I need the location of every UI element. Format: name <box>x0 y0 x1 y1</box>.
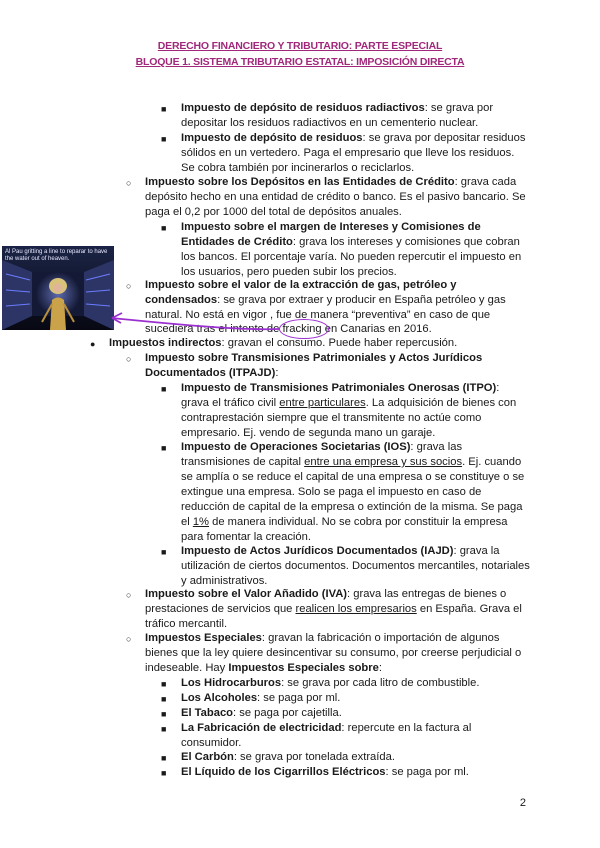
text-line: condensados: se grava por extraer y producir en España petróleo y gas <box>145 294 506 306</box>
bullet-circle: ○ <box>126 281 132 291</box>
annotation-arrow <box>100 300 300 340</box>
text-line: consumidor. <box>181 737 242 749</box>
text-line: transmisiones de capital entre una empresa y sus socios. Ej. cuando <box>181 456 522 468</box>
bullet-disc: ● <box>90 339 96 349</box>
text-line: Impuestos Especiales: gravan la fabricación o importación de algunos <box>145 632 500 644</box>
text-line: Los Alcoholes: se paga por ml. <box>181 692 341 704</box>
bullet-circle: ○ <box>126 634 132 644</box>
text-line: bienes que la ley quiere desincentivar su consumo, por creerse perjudicial o <box>145 647 522 659</box>
text-line: depósito hecho en una entidad de crédito o banco. Es el pasivo bancario. Se <box>145 191 526 203</box>
bullet-square: ■ <box>161 134 167 144</box>
bullet-square: ■ <box>161 384 167 394</box>
embedded-video-thumbnail <box>2 246 114 330</box>
text-line: El Tabaco: se paga por cajetilla. <box>181 707 342 719</box>
bullet-square: ■ <box>161 443 167 453</box>
text-line: contraprestación siempre que el transmitente no actúe como <box>181 412 482 424</box>
text-line: sucediera tras el intento de fracking en Canarias en 2016. <box>145 323 432 335</box>
bullet-square: ■ <box>161 724 167 734</box>
text-line: grava el tráfico civil entre particulares. La adquisición de bienes con <box>181 397 517 409</box>
text-line: Impuesto sobre el valor de la extracción de gas, petróleo y <box>145 279 457 291</box>
text-line: Documentados (ITPAJD): <box>145 367 279 379</box>
text-line: utilización de ciertos documentos. Documentos mercantiles, notariales <box>181 560 530 572</box>
text-line: Impuesto de Actos Jurídicos Documentados (IAJD): grava la <box>181 545 500 557</box>
bullet-square: ■ <box>161 768 167 778</box>
thumbnail-caption: Al Pau gritting a line to reparar to have the water out of heaven. <box>5 249 108 262</box>
text-line: Impuesto de depósito de residuos radiactivos: se grava por <box>181 102 494 114</box>
text-line: sólidos en un vertedero. Paga el empresario que lleve los residuos. <box>181 147 515 159</box>
text-line: y administrativos. <box>181 575 268 587</box>
bullet-square: ■ <box>161 709 167 719</box>
text-line: Impuesto de Transmisiones Patrimoniales Onerosas (ITPO): <box>181 382 500 394</box>
text-line: Se cobra también por incinerarlos o reciclarlos. <box>181 162 415 174</box>
text-line: El Líquido de los Cigarrillos Eléctricos: se paga por ml. <box>181 766 469 778</box>
bullet-square: ■ <box>161 547 167 557</box>
text-line: el 1% de manera individual. No se cobra por constituir la empresa <box>181 516 508 528</box>
bullet-circle: ○ <box>126 590 132 600</box>
text-line: los bancos. El porcentaje varía. No pueden repercutir el impuesto en <box>181 251 522 263</box>
bullet-square: ■ <box>161 104 167 114</box>
fracking-word: fracking <box>282 323 322 335</box>
bullet-square: ■ <box>161 694 167 704</box>
text-line: paga el 0,2 por 1000 del total de depósitos anuales. <box>145 206 402 218</box>
text-line: Impuesto sobre el Valor Añadido (IVA): grava las entregas de bienes o <box>145 588 507 600</box>
text-line: prestaciones de servicios que realicen los empresarios en España. Grava el <box>145 603 522 615</box>
header-title: DERECHO FINANCIERO Y TRIBUTARIO: PARTE ESPECIAL <box>157 40 443 52</box>
text-line: indeseable. Hay Impuestos Especiales sobre: <box>145 662 382 674</box>
text-line: para fomentar la creación. <box>181 531 311 543</box>
bullet-square: ■ <box>161 753 167 763</box>
page-number: 2 <box>519 797 526 809</box>
bullet-square: ■ <box>161 679 167 689</box>
text-line: reducción de capital de la empresa o extinción de la misma. Se paga <box>181 501 523 513</box>
bullet-circle: ○ <box>126 354 132 364</box>
text-line: Impuesto sobre los Depósitos en las Entidades de Crédito: grava cada <box>145 176 517 188</box>
text-line: depositar los residuos radiactivos en un cementerio nuclear. <box>181 117 479 129</box>
text-line: Entidades de Crédito: grava los intereses y comisiones que cobran <box>181 236 520 248</box>
text-line: La Fabricación de electricidad: repercute en la factura al <box>181 722 472 734</box>
text-line: se amplía o se reduce el capital de una empresa o se constituye o se <box>181 471 525 483</box>
text-line: Los Hidrocarburos: se grava por cada litro de combustible. <box>181 677 480 689</box>
text-line: Impuesto de Operaciones Societarias (IOS): grava las <box>181 441 463 453</box>
text-line: Impuesto sobre Transmisiones Patrimoniales y Actos Jurídicos <box>145 352 483 364</box>
text-line: El Carbón: se grava por tonelada extraída. <box>181 751 395 763</box>
text-line: Impuesto de depósito de residuos: se grava por depositar residuos <box>181 132 526 144</box>
header-subtitle: BLOQUE 1. SISTEMA TRIBUTARIO ESTATAL: IMPOSICIÓN DIRECTA <box>135 56 465 68</box>
bullet-square: ■ <box>161 223 167 233</box>
text-line: natural. No está en vigor , fue de manera “preventiva” en caso de que <box>145 309 491 321</box>
text-line: empresario. Ej. vendo de segunda mano un garaje. <box>181 427 436 439</box>
text-line: los usuarios, pero pueden subir los precios. <box>181 266 397 278</box>
text-line: Impuesto sobre el margen de Intereses y Comisiones de <box>181 221 481 233</box>
bullet-circle: ○ <box>126 178 132 188</box>
text-line: extingue una empresa. Solo se paga el impuesto en caso de <box>181 486 482 498</box>
text-line: Impuestos indirectos: gravan el consumo. Puede haber repercusión. <box>109 337 458 349</box>
text-line: tráfico mercantil. <box>145 618 228 630</box>
